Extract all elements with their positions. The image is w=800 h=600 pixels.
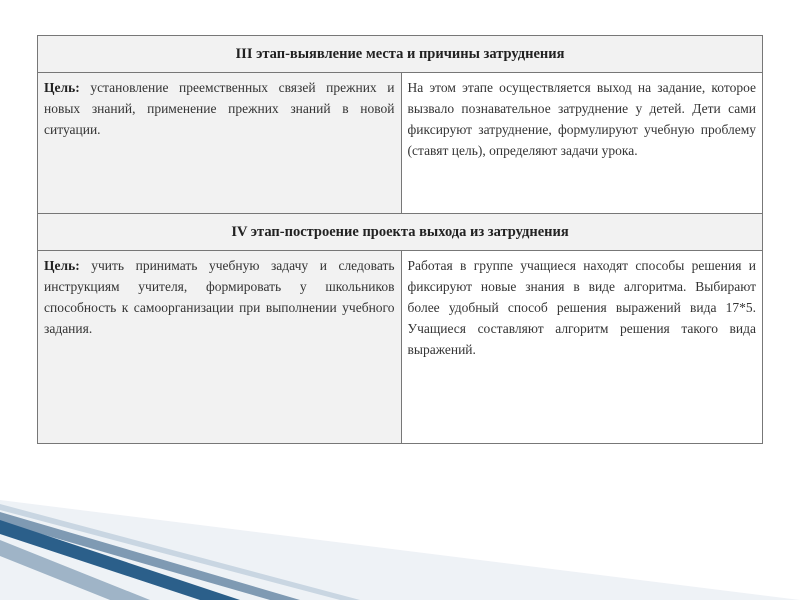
stage3-goal-text: установление преемственных связей прежних и новых знаний, применение прежних знаний в новой ситуации. [44, 80, 395, 137]
stage3-header-row [38, 36, 763, 73]
decorative-stripes [0, 470, 800, 600]
stage3-title: III этап-выявление места и причины затруднения [38, 36, 763, 73]
stage4-header-row [38, 214, 763, 251]
stage3-description: На этом этапе осуществляется выход на задание, которое вызвало познавательное затруднение у детей. Дети сами фиксируют затруднение, формулируют учебную проблему (ставят цель), определяют задачи урока. [401, 73, 762, 214]
stage3-content-row [38, 73, 763, 214]
stage4-content-row [38, 251, 763, 444]
stage3-goal-cell [38, 73, 402, 214]
lesson-stages-table [37, 35, 763, 444]
stage4-goal-label: Цель: [44, 258, 80, 273]
stage4-title: IV этап-построение проекта выхода из затруднения [38, 214, 763, 251]
stage4-goal-cell [38, 251, 402, 444]
stage3-goal-label: Цель: [44, 80, 80, 95]
stage4-description: Работая в группе учащиеся находят способы решения и фиксируют новые знания в виде алгоритма. Выбирают более удобный способ решения выражений вида 17*5. Учащиеся составляют алгоритм решения такого вида выражений. [401, 251, 762, 444]
stage4-goal-text: учить принимать учебную задачу и следовать инструкциям учителя, формировать у школьников способность к самоорганизации при выполнении учебного задания. [44, 258, 395, 336]
